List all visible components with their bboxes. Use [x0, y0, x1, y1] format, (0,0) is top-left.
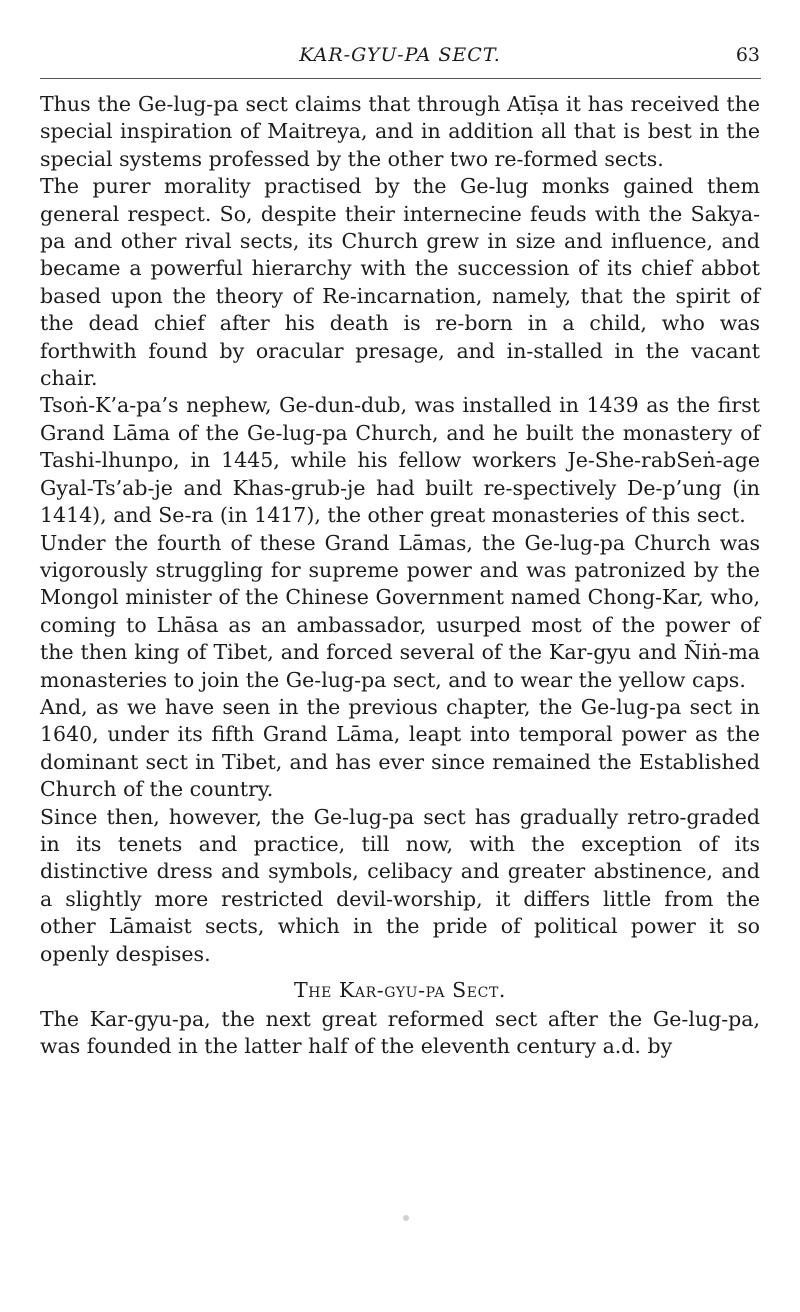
paragraph-retrograded: Since then, however, the Ge-lug-pa sect has gradually retro-graded in its tenets and practice, till now, with the exception of its distinctive dress and symbols, celibacy and greater abstinence, and a slightly more restricted devil-worship, it differs little from the other Lāmaist sects, which in the pride of political power it so openly despises. — [40, 804, 760, 966]
paragraph-fourth-grand-lama: Under the fourth of these Grand Lāmas, the Ge-lug-pa Church was vigorously struggling for supreme power and was patronized by the Mongol minister of the Chinese Government named Chong-Kar, who, coming to Lhāsa as an ambassador, usurped most of the power of the then king of Tibet, and forced several of the Kar-gyu and Ñiṅ-ma monasteries to join the Ge-lug-pa sect, and to wear the yellow caps. — [40, 530, 760, 692]
running-head — [40, 40, 760, 68]
paragraph-purer-morality: The purer morality practised by the Ge-lug monks gained them general respect. So, despite their internecine feuds with the Sakya-pa and other rival sects, its Church grew in size and influence, and became a powerful hierarchy with the succession of its chief abbot based upon the theory of Re-incarnation, namely, that the spirit of the dead chief after his death is re-born in a child, who was forthwith found by oracular presage, and in-stalled in the vacant chair. — [40, 174, 760, 391]
paragraph-gelugpa-inspiration: Thus the Ge-lug-pa sect claims that through Atīṣa it has received the special inspiration of Maitreya, and in addition all that is best in the special systems professed by the other two re-formed sects. — [40, 92, 760, 171]
header-rule — [40, 78, 761, 79]
section-heading: The Kar-gyu-pa Sect. — [293, 978, 506, 1002]
paragraph-kargyupa-intro: The Kar-gyu-pa, the next great reformed sect after the Ge-lug-pa, was founded in the latter half of the eleventh century a.d. by — [40, 1007, 760, 1059]
book-page — [40, 40, 760, 1061]
paragraph-fifth-grand-lama: And, as we have seen in the previous chapter, the Ge-lug-pa sect in 1640, under its fifth Grand Lāma, leapt into temporal power as the dominant sect in Tibet, and has ever since remained the Established Church of the country. — [40, 694, 760, 802]
running-title: KAR-GYU-PA SECT. — [299, 44, 501, 66]
paragraph-gedun-dub: Tsoṅ-K’a-pa’s nephew, Ge-dun-dub, was installed in 1439 as the first Grand Lāma of the Ge-lug-pa Church, and he built the monastery of Tashi-lhunpo, in 1445, while his fellow workers Je-She-rabSeṅ-age Gyal-Ts’ab-je and Khas-grub-je had built re-spectively De-p’ung (in 1414), and Se-ra (in 1417), the other great monasteries of this sect. — [40, 393, 760, 528]
page-number: 63 — [735, 44, 760, 66]
printer-mark — [403, 1215, 409, 1221]
